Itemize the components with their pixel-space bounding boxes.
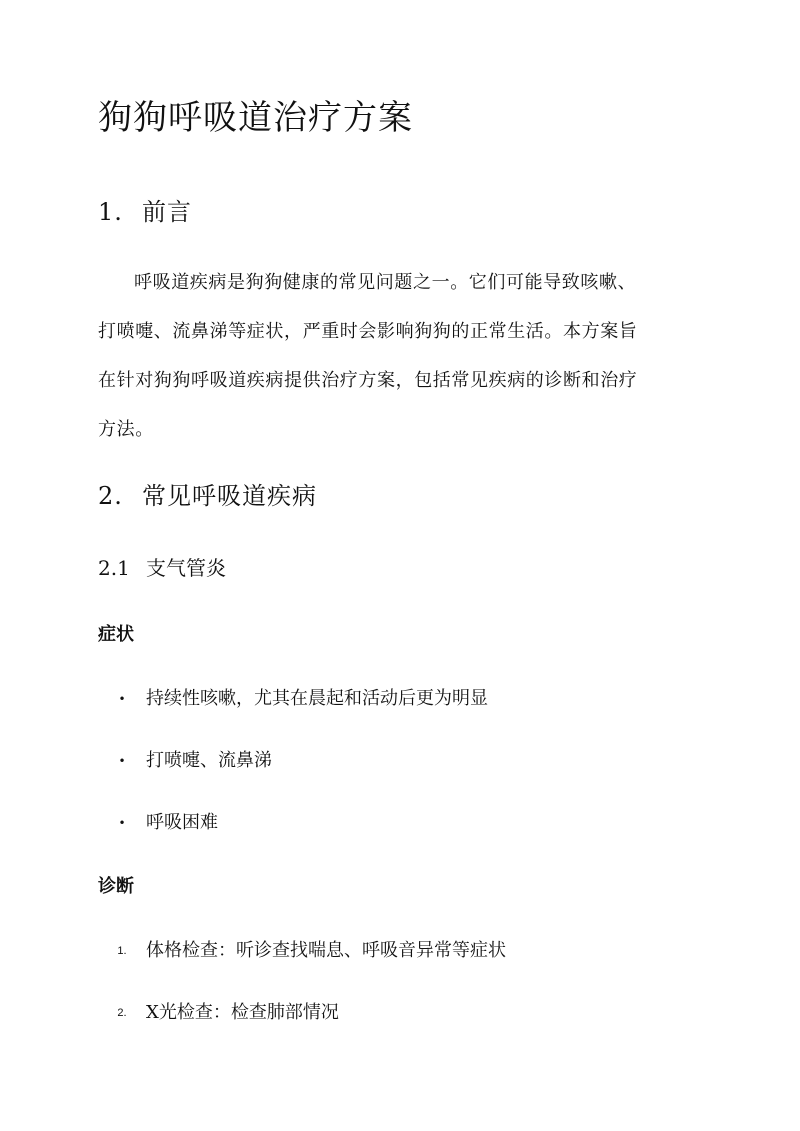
subsection-2-1-number: 2.1 bbox=[98, 556, 130, 580]
subsection-2-1-heading bbox=[98, 554, 226, 582]
diagnosis-text-2: X光检查：检查肺部情况 bbox=[146, 1002, 339, 1023]
document-title: 狗狗呼吸道治疗方案 bbox=[98, 98, 413, 138]
section-2-heading bbox=[98, 480, 317, 512]
subsection-2-1-title: 支气管炎 bbox=[146, 556, 226, 580]
section-1-number: 1. bbox=[98, 198, 123, 226]
diagnosis-heading: 诊断 bbox=[98, 876, 134, 897]
list-item bbox=[98, 748, 272, 774]
symptoms-heading: 症状 bbox=[98, 624, 134, 645]
section-1-heading bbox=[98, 196, 192, 228]
bullet-icon: • bbox=[118, 816, 126, 830]
section-2-number: 2. bbox=[98, 482, 123, 510]
diagnosis-text-1: 体格检查：听诊查找喘息、呼吸音异常等症状 bbox=[146, 940, 506, 961]
list-number: 2. bbox=[117, 1007, 127, 1019]
list-item bbox=[98, 686, 488, 712]
list-item bbox=[98, 938, 506, 964]
bullet-icon: • bbox=[118, 754, 126, 768]
section-2-title: 常见呼吸道疾病 bbox=[142, 482, 317, 510]
list-item bbox=[98, 810, 218, 836]
symptom-text-2: 打喷嚏、流鼻涕 bbox=[146, 750, 272, 771]
bullet-icon: • bbox=[118, 692, 126, 706]
section-1-title: 前言 bbox=[142, 198, 192, 226]
list-number: 1. bbox=[117, 945, 127, 957]
list-item bbox=[98, 1000, 339, 1026]
intro-paragraph-line-2: 打喷嚏、流鼻涕等症状，严重时会影响狗狗的正常生活。本方案旨 bbox=[98, 321, 638, 342]
intro-paragraph-line-4: 方法。 bbox=[98, 419, 154, 440]
intro-paragraph-line-3: 在针对狗狗呼吸道疾病提供治疗方案，包括常见疾病的诊断和治疗 bbox=[98, 370, 638, 391]
intro-paragraph-line-1: 呼吸道疾病是狗狗健康的常见问题之一。它们可能导致咳嗽、 bbox=[134, 272, 637, 293]
symptom-text-1: 持续性咳嗽，尤其在晨起和活动后更为明显 bbox=[146, 688, 488, 709]
symptom-text-3: 呼吸困难 bbox=[146, 812, 218, 833]
